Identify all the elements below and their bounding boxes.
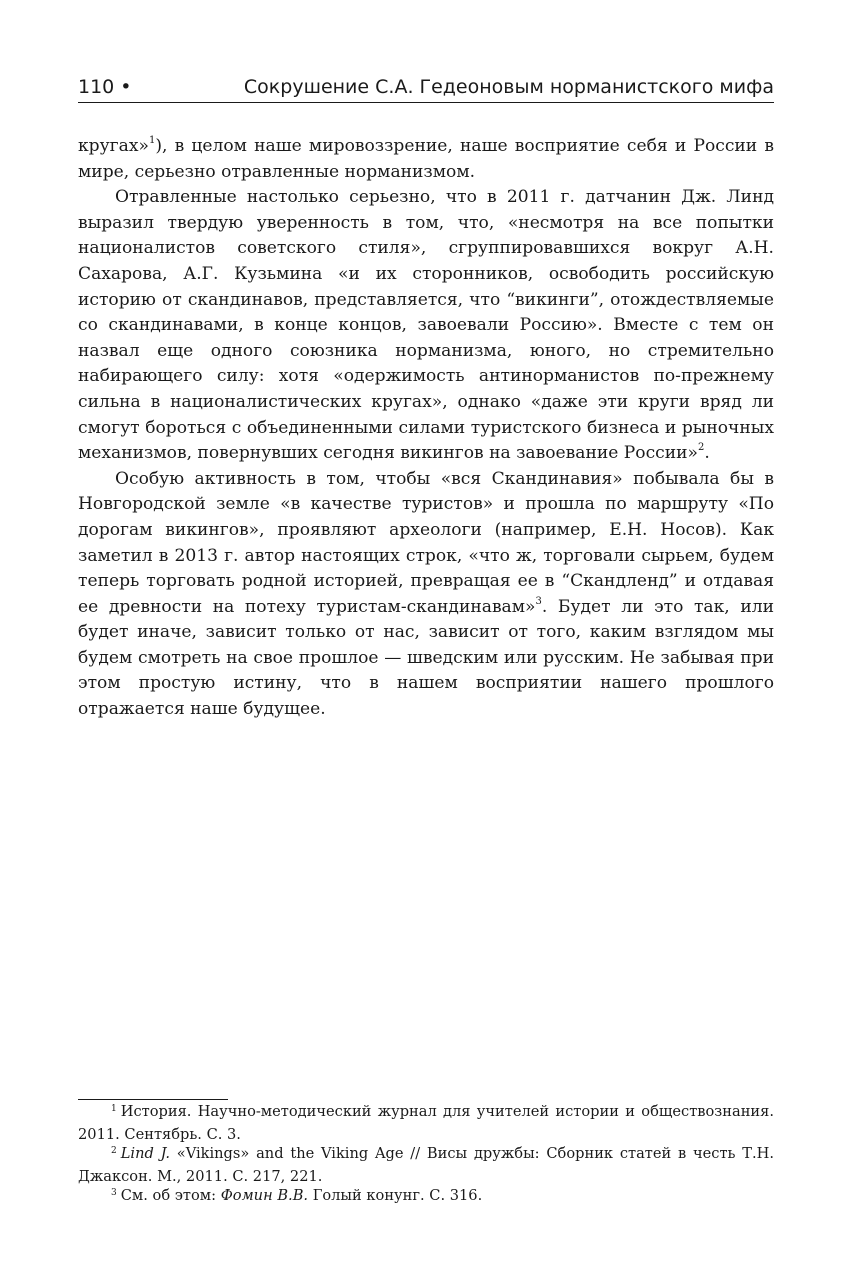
footnote-author: Lind J.: [120, 1145, 170, 1162]
page-number: 110 •: [78, 76, 132, 98]
footnote-number: 2: [111, 1146, 117, 1156]
paragraph-2: Отравленные настолько серьезно, что в 2011 г. датчанин Дж. Линд выразил твердую уверенность в том, что, «несмотря на все попытки националистов советского стиля», сгруппировавшихся вокруг А.Н. Сахарова, А.Г. Кузьмина «и их сторонников, освободить российскую историю от скандинавов, представляется, что “викинги”, отождествляемые со скандинавами, в конце концов, завоевали Россию». Вместе с тем он назвал еще одного союзника норманизма, юного, но стремительно набирающего силу: хотя «одержимость антинорманистов по-прежнему сильна в националистических кругах», однако «даже эти круги вряд ли смогут бороться с объединенными силами туристского бизнеса и рыночных механизмов, повернувших сегодня викингов на завоевание России»$^2$.: [78, 187, 774, 464]
footnote-ref-2[interactable]: 2: [698, 442, 705, 454]
footnote-number: 3: [111, 1188, 117, 1198]
footnotes: [78, 1102, 774, 1209]
main-text: [78, 134, 774, 723]
running-title: Сокрушение С.А. Гедеоновым норманистского мифа: [243, 76, 774, 98]
footnote-number: 1: [111, 1104, 117, 1114]
paragraph-1: кругах»$^1$), в целом наше мировоззрение, наше восприятие себя и России в мире, серьезно отравленные норманизмом.: [78, 135, 774, 182]
footnote-author: Фомин В.В.: [220, 1187, 309, 1204]
footnote-ref-1[interactable]: 1: [148, 135, 156, 147]
running-header: [78, 72, 774, 103]
footnote-divider: [78, 1099, 228, 1100]
footnote-3: $^3$ См. об этом: Фомин В.В. Голый конунг. С. 316.: [111, 1187, 483, 1204]
footnote-ref-3[interactable]: 3: [535, 596, 542, 607]
footnote-1: $^1$ История. Научно-методический журнал для учителей истории и обществознания. 2011. Сентябрь. С. 3.: [78, 1103, 774, 1143]
paragraph-3: Особую активность в том, чтобы «вся Скандинавия» побывала бы в Новгородской земле «в качестве туристов» и прошла по маршруту «По дорогам викингов», проявляют археологи (например, Е.Н. Носов). Как заметил в 2013 г. автор настоящих строк, «что ж, торговали сырьем, будем теперь торговать родной историей, превращая ее в “Скандленд” и отдавая ее древности на потеху туристам-скандинавам»$^3$. Будет ли это так, или будет иначе, зависит только от нас, зависит от того, каким взглядом мы будем смотреть на свое прошлое — шведским или русским. Не забывая при этом простую истину, что в нашем восприятии нашего прошлого отражается наше будущее.: [78, 468, 774, 720]
footnote-2: $^2$ Lind J. «Vikings» and the Viking Age // Висы дружбы: Сборник статей в честь Т.Н. Джаксон. М., 2011. С. 217, 221.: [78, 1145, 774, 1185]
